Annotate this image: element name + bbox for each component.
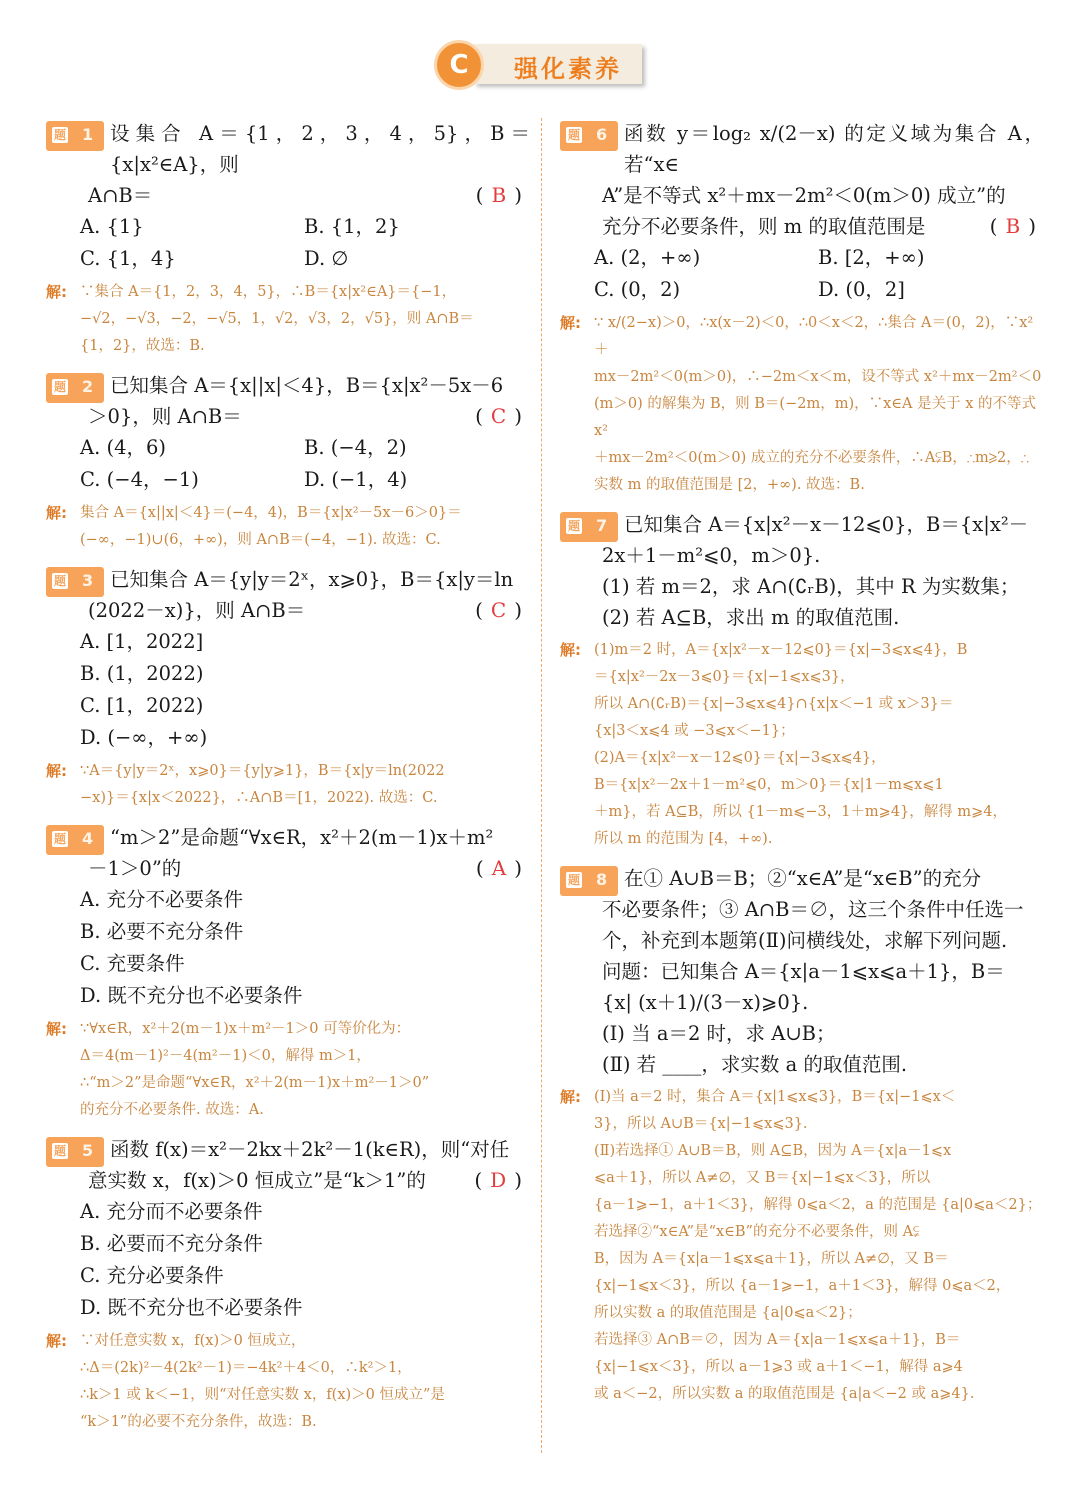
solution-block <box>46 500 530 554</box>
stem-line: 充分不必要条件，则 m 的取值范围是 (B) <box>602 211 1044 242</box>
answer-choice: (B) <box>989 214 1044 238</box>
question-icon: 题 <box>53 1144 66 1158</box>
option-item: D. (0，2] <box>818 278 905 301</box>
stem-line: 设集合 A＝{1，2，3，4，5}，B＝{x|x²∈A}，则 <box>110 122 530 176</box>
question-badge <box>46 121 104 151</box>
solution-line: ∴k＞1 或 k＜−1，则“对任意实数 x，f(x)＞0 恒成立”是 <box>80 1387 445 1403</box>
stem-line: 问题：已知集合 A＝{x|a－1⩽x⩽a＋1}，B＝ <box>602 960 1005 983</box>
stem-line: A”是不等式 x²＋mx－2m²＜0(m＞0) 成立”的 <box>602 184 1006 207</box>
question-badge <box>560 866 618 896</box>
solution-line: 所以实数 a 的取值范围是 {a|0⩽a＜2}； <box>594 1305 862 1321</box>
solution-line: −√2，−√3，−2，−√5，1，√2，√3，2，√5}，则 A∩B＝ <box>80 311 474 327</box>
section-header <box>434 40 646 90</box>
solution-line: {1，2}，故选：B. <box>80 338 205 354</box>
question-number: 6 <box>596 125 608 144</box>
question-icon: 题 <box>567 519 580 533</box>
stem-line: －1＞0”的 (A) <box>88 853 530 884</box>
answer-letter: B <box>491 183 515 207</box>
stem-line: 不必要条件；③ A∩B＝∅，这三个条件中任选一 <box>602 898 1024 921</box>
solution-label: 解: <box>46 1020 67 1038</box>
solution-line: ＋m}，若 A⊆B，所以 {1－m⩽−3，1＋m⩾4}，解得 m⩾4， <box>594 804 1008 820</box>
solution-line: ＋mx－2m²＜0(m＞0) 成立的充分不必要条件，∴A⫋B，∴m⩾2，∴ <box>594 450 1029 466</box>
solution-block <box>46 1328 530 1436</box>
solution-line: (m＞0) 的解集为 B，则 B＝(−2m，m)，∵x∈A 是关于 x 的不等式 x² <box>594 396 1037 439</box>
question-number: 7 <box>596 516 608 535</box>
question-block <box>560 863 1044 1408</box>
options-grid <box>80 884 530 1012</box>
solution-line: (Ⅰ)当 a＝2 时，集合 A＝{x|1⩽x⩽3}，B＝{x|−1⩽x＜ <box>594 1089 956 1105</box>
option-item: B. [2，+∞) <box>818 246 925 269</box>
question-icon: 题 <box>53 380 66 394</box>
stem-line: 在① A∪B＝B；②“x∈A”是“x∈B”的充分 <box>624 867 982 890</box>
question-number: 3 <box>82 571 94 590</box>
solution-line: ∵对任意实数 x，f(x)＞0 恒成立， <box>80 1333 306 1349</box>
solution-label: 解: <box>560 641 581 659</box>
question-icon: 题 <box>567 873 580 887</box>
solution-line: −x)}＝{x|x＜2022}，∴A∩B＝[1，2022). 故选：C. <box>80 790 438 806</box>
stem-line: 函数 y＝log₂ x/(2－x) 的定义域为集合 A，若“x∈ <box>624 122 1044 176</box>
option-item: A. 充分而不必要条件 <box>80 1200 263 1223</box>
question-block <box>46 1134 530 1436</box>
option-item: B. {1，2} <box>304 215 400 238</box>
option-item: C. {1，4} <box>80 247 176 270</box>
solution-line: {x|−1⩽x＜3}，所以 a－1⩾3 或 a＋1＜−1，解得 a⩾4 <box>594 1359 963 1375</box>
solution-line: 或 a＜−2，所以实数 a 的取值范围是 {a|a＜−2 或 a⩾4}. <box>594 1386 975 1402</box>
option-item: C. (−4，−1) <box>80 468 199 491</box>
option-item: D. (−∞，+∞) <box>80 726 208 749</box>
answer-choice: (B) <box>475 183 530 207</box>
stem-line: (2) 若 A⊆B，求出 m 的取值范围. <box>602 606 900 629</box>
solution-line: 若选择③ A∩B＝∅，因为 A＝{x|a－1⩽x⩽a＋1}，B＝ <box>594 1332 961 1348</box>
solution-line: “k＞1”的必要不充分条件，故选：B. <box>80 1414 317 1430</box>
solution-line: 若选择②“x∈A”是“x∈B”的充分不必要条件，则 A⫋ <box>594 1224 920 1240</box>
option-item: A. 充分不必要条件 <box>80 888 243 911</box>
solution-label: 解: <box>46 1332 67 1350</box>
solution-line: ∴Δ＝(2k)²－4(2k²－1)＝−4k²＋4＜0，∴k²＞1， <box>80 1360 412 1376</box>
stem-line: (1) 若 m＝2，求 A∩(∁ᵣB)，其中 R 为实数集； <box>602 575 1020 598</box>
answer-choice: (C) <box>475 404 530 428</box>
question-block <box>46 822 530 1124</box>
stem-line: (Ⅱ) 若 ____，求实数 a 的取值范围. <box>602 1053 908 1076</box>
option-item: B. (−4，2) <box>304 436 407 459</box>
stem-line: “m＞2”是命题“∀x∈R，x²＋2(m－1)x＋m² <box>110 826 494 849</box>
question-stem <box>88 564 530 626</box>
question-block <box>46 564 530 812</box>
stem-line: {x| (x＋1)/(3－x)⩾0}. <box>602 991 809 1014</box>
option-item: A. {1} <box>80 215 144 238</box>
c-logo-icon: C <box>434 40 484 90</box>
option-item: B. (1，2022) <box>80 662 204 685</box>
solution-line: (−∞，−1)∪(6，+∞)，则 A∩B＝(−4，−1). 故选：C. <box>80 532 441 548</box>
solution-line: 的充分不必要条件. 故选：A. <box>80 1102 264 1118</box>
solution-line: ∵ x/(2−x)＞0，∴x(x－2)＜0，∴0＜x＜2，∴集合 A＝(0，2)，∵x²＋ <box>594 315 1034 358</box>
question-block <box>46 118 530 360</box>
solution-label: 解: <box>46 283 67 301</box>
question-badge <box>46 567 104 597</box>
left-column <box>46 118 530 1446</box>
solution-line: {a－1⩾−1，a＋1＜3}，解得 0⩽a＜2，a 的范围是 {a|0⩽a＜2}； <box>594 1197 1042 1213</box>
solution-block <box>560 1084 1044 1408</box>
option-item: A. (4，6) <box>80 436 167 459</box>
stem-line: ＞0}，则 A∩B＝ (C) <box>88 401 530 432</box>
question-icon: 题 <box>53 832 66 846</box>
question-stem <box>88 118 530 211</box>
question-badge <box>46 1137 104 1167</box>
stem-line: 已知集合 A＝{x|x²－x－12⩽0}，B＝{x|x²－ <box>624 513 1029 536</box>
answer-letter: D <box>490 1168 515 1192</box>
solution-line: ＝{x|x²－2x－3⩽0}＝{x|−1⩽x⩽3}， <box>594 669 855 685</box>
question-number: 4 <box>82 829 94 848</box>
solution-label: 解: <box>46 762 67 780</box>
stem-line: (2022－x)}，则 A∩B＝ (C) <box>88 595 530 626</box>
question-number: 1 <box>82 125 94 144</box>
right-column <box>560 118 1044 1418</box>
stem-line: 意实数 x，f(x)＞0 恒成立”是“k＞1”的 (D) <box>88 1165 530 1196</box>
stem-line: 已知集合 A＝{y|y＝2ˣ，x⩾0}，B＝{x|y＝ln <box>110 568 514 591</box>
solution-block <box>46 279 530 360</box>
solution-line: (Ⅱ)若选择① A∪B＝B，则 A⊆B，因为 A＝{x|a－1⩽x <box>594 1143 952 1159</box>
solution-label: 解: <box>46 504 67 522</box>
question-stem <box>602 509 1044 633</box>
options-grid <box>80 1196 530 1324</box>
solution-line: {x|3＜x⩽4 或 −3⩽x＜−1}； <box>594 723 795 739</box>
option-item: C. 充要条件 <box>80 952 185 975</box>
option-item: C. [1，2022) <box>80 694 204 717</box>
answer-letter: A <box>491 856 515 880</box>
stem-line: 已知集合 A＝{x||x|＜4}，B＝{x|x²－5x－6 <box>110 374 504 397</box>
answer-choice: (D) <box>474 1168 530 1192</box>
stem-line: A∩B＝ (B) <box>88 180 530 211</box>
stem-line: 2x＋1－m²⩽0，m＞0}. <box>602 544 821 567</box>
solution-label: 解: <box>560 314 581 332</box>
answer-choice: (A) <box>475 856 530 880</box>
solution-line: B＝{x|x²－2x＋1－m²⩽0，m＞0}＝{x|1－m⩽x⩽1 <box>594 777 944 793</box>
solution-line: ⩽a＋1}，所以 A≠∅，又 B＝{x|−1⩽x＜3}，所以 <box>594 1170 931 1186</box>
solution-block <box>560 310 1044 499</box>
answer-letter: C <box>490 404 515 428</box>
solution-line: ∵∀x∈R，x²＋2(m－1)x＋m²－1＞0 可等价化为： <box>80 1021 411 1037</box>
solution-block <box>560 637 1044 853</box>
option-item: C. (0，2) <box>594 278 681 301</box>
question-block <box>560 509 1044 853</box>
question-icon: 题 <box>53 574 66 588</box>
options-grid <box>80 626 530 754</box>
stem-line: (Ⅰ) 当 a＝2 时，求 A∪B； <box>602 1022 836 1045</box>
option-item: D. 既不充分也不必要条件 <box>80 984 303 1007</box>
option-item: D. 既不充分也不必要条件 <box>80 1296 303 1319</box>
question-number: 8 <box>596 870 608 889</box>
option-item: D. (−1，4) <box>304 468 408 491</box>
options-grid <box>80 432 530 496</box>
solution-line: 3}，所以 A∪B＝{x|−1⩽x⩽3}. <box>594 1116 808 1132</box>
question-stem <box>88 1134 530 1196</box>
question-block <box>46 370 530 554</box>
option-item: B. 必要不充分条件 <box>80 920 244 943</box>
question-badge <box>46 825 104 855</box>
question-stem <box>88 370 530 432</box>
question-number: 5 <box>82 1141 94 1160</box>
options-grid <box>594 242 1044 306</box>
stem-line: 个，补充到本题第(Ⅱ)问横线处，求解下列问题. <box>602 929 1008 952</box>
solution-line: ∵A＝{y|y＝2ˣ，x⩾0}＝{y|y⩾1}，B＝{x|y＝ln(2022 <box>80 763 445 779</box>
answer-letter: C <box>490 598 515 622</box>
column-divider <box>541 118 542 1453</box>
solution-line: mx－2m²＜0(m＞0)，∴−2m＜x＜m，设不等式 x²＋mx－2m²＜0 <box>594 369 1042 385</box>
solution-line: Δ＝4(m－1)²－4(m²－1)＜0，解得 m＞1， <box>80 1048 371 1064</box>
solution-line: 所以 m 的范围为 [4，+∞). <box>594 831 773 847</box>
solution-line: 集合 A＝{x||x|＜4}＝(−4，4)，B＝{x|x²－5x－6＞0}＝ <box>80 505 462 521</box>
question-badge <box>560 121 618 151</box>
solution-block <box>46 1016 530 1124</box>
question-badge <box>46 373 104 403</box>
question-badge <box>560 512 618 542</box>
question-number: 2 <box>82 377 94 396</box>
option-item: A. [1，2022] <box>80 630 204 653</box>
option-item: C. 充分必要条件 <box>80 1264 224 1287</box>
question-block <box>560 118 1044 499</box>
question-icon: 题 <box>567 128 580 142</box>
solution-line: ∵集合 A＝{1，2，3，4，5}，∴B＝{x|x²∈A}＝{−1， <box>80 284 457 300</box>
option-item: A. (2，+∞) <box>594 246 701 269</box>
question-stem <box>602 863 1044 1080</box>
solution-block <box>46 758 530 812</box>
options-grid <box>80 211 530 275</box>
solution-line: {x|−1⩽x＜3}，所以 {a－1⩾−1，a＋1＜3}，解得 0⩽a＜2， <box>594 1278 1011 1294</box>
solution-line: 实数 m 的取值范围是 [2，+∞). 故选：B. <box>594 477 865 493</box>
solution-label: 解: <box>560 1088 581 1106</box>
header-title: 强化素养 <box>514 55 622 83</box>
solution-line: ∴“m＞2”是命题“∀x∈R，x²＋2(m－1)x＋m²－1＞0” <box>80 1075 430 1091</box>
question-stem <box>602 118 1044 242</box>
question-icon: 题 <box>53 128 66 142</box>
answer-letter: B <box>1005 214 1029 238</box>
stem-line: 函数 f(x)＝x²－2kx＋2k²－1(k∈R)，则“对任 <box>110 1138 510 1161</box>
answer-choice: (C) <box>475 598 530 622</box>
option-item: D. ∅ <box>304 247 349 270</box>
solution-line: (1)m＝2 时，A＝{x|x²－x－12⩽0}＝{x|−3⩽x⩽4}，B <box>594 642 968 658</box>
solution-line: (2)A＝{x|x²－x－12⩽0}＝{x|−3⩽x⩽4}， <box>594 750 886 766</box>
solution-line: 所以 A∩(∁ᵣB)＝{x|−3⩽x⩽4}∩{x|x＜−1 或 x＞3}＝ <box>594 696 954 712</box>
option-item: B. 必要而不充分条件 <box>80 1232 263 1255</box>
solution-line: B，因为 A＝{x|a－1⩽x⩽a＋1}，所以 A≠∅，又 B＝ <box>594 1251 949 1267</box>
question-stem <box>88 822 530 884</box>
